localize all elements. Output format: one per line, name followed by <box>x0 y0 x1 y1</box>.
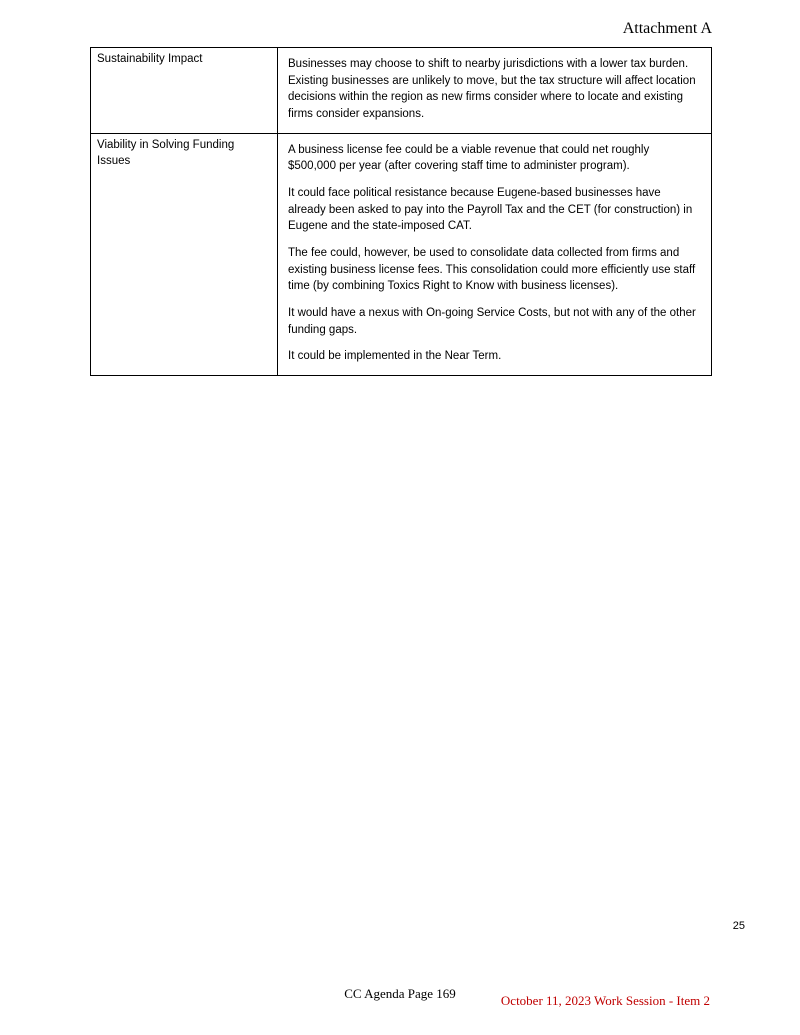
attachment-label: Attachment A <box>622 20 712 37</box>
info-table-body <box>91 48 712 376</box>
table-paragraph: The fee could, however, be used to consolidate data collected from firms and existing business license fees. This consolidation could more efficiently use staff time (by combining Toxics Right to Know with business licenses). <box>288 247 696 293</box>
row-label: Sustainability Impact <box>91 48 278 134</box>
info-table <box>90 47 712 376</box>
row-label: Viability in Solving Funding Issues <box>91 133 278 375</box>
table-paragraph: It could face political resistance because Eugene-based businesses have already been asked to pay into the Payroll Tax and the CET (for construction) in Eugene and the state-imposed CAT. <box>288 187 693 233</box>
footer-agenda-text: CC Agenda Page 169 <box>344 986 456 1001</box>
footer-session-text: October 11, 2023 Work Session - Item 2 <box>500 993 710 1008</box>
table-paragraph: It would have a nexus with On-going Service Costs, but not with any of the other funding gaps. <box>288 307 696 336</box>
table-row <box>91 133 712 375</box>
row-content <box>278 48 712 134</box>
row-content <box>278 133 712 375</box>
table-paragraph: It could be implemented in the Near Term. <box>288 350 502 363</box>
table-row <box>91 48 712 134</box>
table-paragraph: A business license fee could be a viable revenue that could net roughly $500,000 per year (after covering staff time to administer program). <box>288 143 650 173</box>
page-number: 25 <box>732 920 745 932</box>
table-paragraph: Businesses may choose to shift to nearby jurisdictions with a lower tax burden. Existing businesses are unlikely to move, but the tax structure will affect location decisions within the region as new firms consider where to locate and existing firms consider expansions. <box>288 58 696 121</box>
